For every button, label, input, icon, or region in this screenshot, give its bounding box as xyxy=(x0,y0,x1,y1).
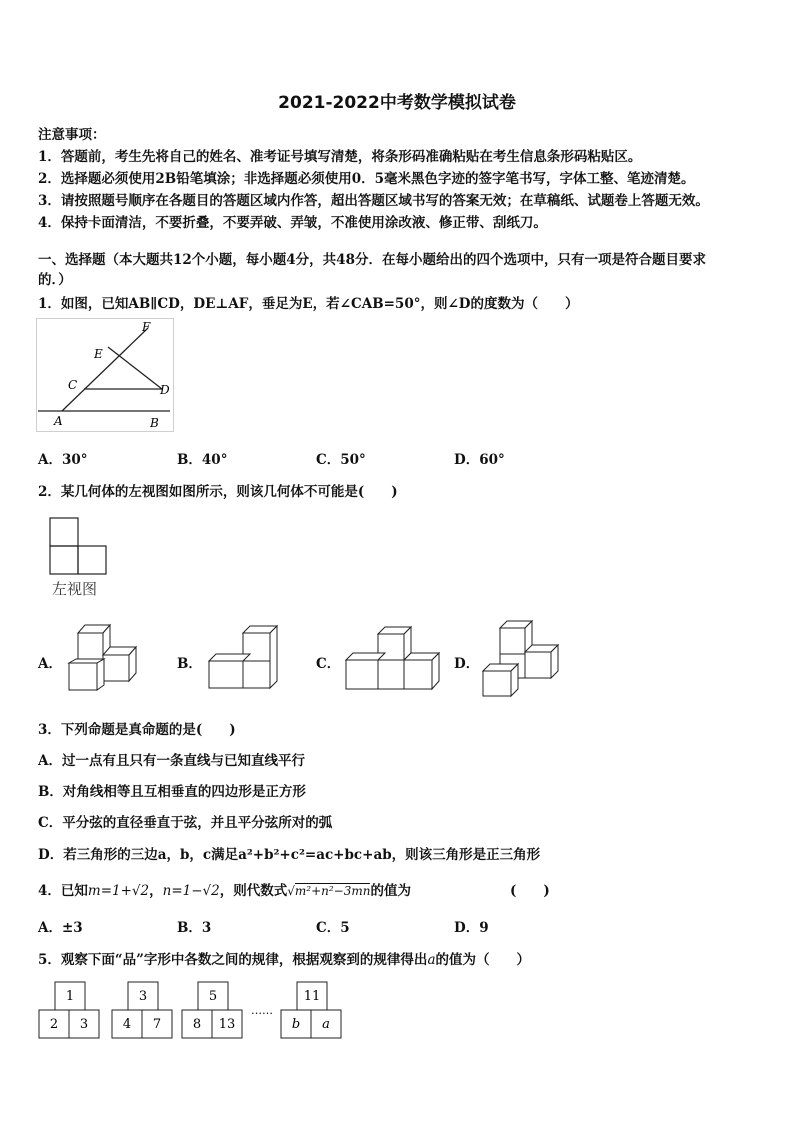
q4-comma: ， xyxy=(149,883,163,899)
q3-option-d[interactable]: D．若三角形的三边a，b，c满足a²+b²+c²=ac+bc+ab，则该三角形是正三角形 xyxy=(38,847,541,863)
q3-option-c[interactable]: C．平分弦的直径垂直于弦，并且平分弦所对的弧 xyxy=(38,815,333,831)
q5-figure-1-left: 2 xyxy=(49,1017,59,1032)
notice-item-2: 2．选择题必须使用2B铅笔填涂；非选择题必须使用0．5毫米黑色字迹的签字笔书写，字体工整、笔迹清楚。 xyxy=(38,171,695,187)
q5-text xyxy=(38,948,530,968)
q3-option-a[interactable]: A．过一点有且只有一条直线与已知直线平行 xyxy=(38,753,305,769)
q5-figure-1-top: 1 xyxy=(65,989,75,1004)
q1-option-a[interactable]: A．30° xyxy=(38,452,88,468)
q5-figure-3-right: 13 xyxy=(218,1017,236,1032)
q2-text: 2．某几何体的左视图如图所示，则该几何体不可能是( ) xyxy=(38,484,398,500)
q4-option-b[interactable]: B．3 xyxy=(177,920,212,936)
q4-option-c[interactable]: C．5 xyxy=(316,920,350,936)
q4-option-a[interactable]: A．±3 xyxy=(38,920,83,936)
q4-n-expression: n=1−√2 xyxy=(162,883,220,899)
q2-option-b-label[interactable]: B． xyxy=(177,656,202,672)
q5-figure-4-left: b xyxy=(291,1017,301,1032)
q1-label-d: D xyxy=(160,383,170,397)
q2-option-d-label[interactable]: D． xyxy=(454,656,480,672)
q2-left-view-caption: 左视图 xyxy=(52,580,98,598)
q4-m-expression: m=1+√2 xyxy=(87,883,150,899)
q1-option-b[interactable]: B．40° xyxy=(177,452,228,468)
q5-figure-2-right: 7 xyxy=(152,1017,162,1032)
q5-figure-2 xyxy=(112,982,172,1038)
notice-item-3: 3．请按照题号顺序在各题目的答题区域内作答，超出答题区域书写的答案无效；在草稿纸、试题卷上答题无效。 xyxy=(38,193,709,209)
q4-line xyxy=(38,879,411,899)
q2-option-c-label[interactable]: C． xyxy=(316,656,341,672)
q5-pin-figures xyxy=(36,980,346,1042)
q5-figure-3-top: 5 xyxy=(208,989,218,1004)
q5-figure-3-left: 8 xyxy=(192,1017,202,1032)
page-title: 2021-2022中考数学模拟试卷 xyxy=(278,93,516,113)
q4-prefix: 4．已知 xyxy=(38,883,88,899)
q5-figure-1 xyxy=(39,982,99,1038)
q4-suffix: 的值为 xyxy=(370,883,411,899)
q5-figure-4 xyxy=(281,982,341,1038)
q5-figure-1-right: 3 xyxy=(79,1017,89,1032)
section-heading-line1: 一、选择题（本大题共12个小题，每小题4分，共48分．在每小题给出的四个选项中，只有一项是符合题目要求 xyxy=(38,252,706,268)
q1-option-c[interactable]: C．50° xyxy=(316,452,366,468)
q1-text: 1．如图，已知AB∥CD，DE⊥AF，垂足为E，若∠CAB=50°，则∠D的度数为（ ） xyxy=(38,296,579,312)
q5-figure-3 xyxy=(182,982,242,1038)
notice-item-4: 4．保持卡面清洁，不要折叠，不要弄破、弄皱，不准使用涂改液、修正带、刮纸刀。 xyxy=(38,215,547,231)
q4-mid-text: ，则代数式 xyxy=(219,883,288,899)
q2-option-d-figure[interactable] xyxy=(480,619,562,699)
q5-figure-4-right: a xyxy=(322,1017,330,1032)
q2-left-view-figure xyxy=(48,516,110,576)
q1-label-b: B xyxy=(150,416,159,430)
q5-ellipsis: …… xyxy=(251,1004,273,1017)
section-heading-line2: 的．） xyxy=(38,272,72,288)
q2-option-a-figure[interactable] xyxy=(66,621,142,693)
q2-option-c-figure[interactable] xyxy=(343,623,443,695)
q2-option-b-figure[interactable] xyxy=(205,623,281,695)
q4-radicand: m²+n²−3mn xyxy=(294,884,371,898)
q1-figure xyxy=(36,318,176,433)
q5-figure-4-top: 11 xyxy=(303,989,321,1004)
notice-item-1: 1．答题前，考生先将自己的姓名、准考证号填写清楚，将条形码准确粘贴在考生信息条形码粘贴区。 xyxy=(38,149,642,165)
q1-option-d[interactable]: D．60° xyxy=(454,452,505,468)
q4-radical: √m²+n²−3mn xyxy=(287,884,371,898)
q1-label-a: A xyxy=(54,414,63,428)
q3-text: 3．下列命题是真命题的是( ) xyxy=(38,722,236,738)
q3-option-b[interactable]: B．对角线相等且互相垂直的四边形是正方形 xyxy=(38,784,306,800)
q5-text-post: 的值为（ ） xyxy=(435,952,530,968)
q5-figure-2-left: 4 xyxy=(122,1017,132,1032)
q5-figure-2-top: 3 xyxy=(138,989,148,1004)
q1-label-c: C xyxy=(68,378,78,392)
q4-answer-paren: ( ) xyxy=(510,883,550,899)
q2-option-a-label[interactable]: A． xyxy=(38,656,62,672)
q4-option-d[interactable]: D．9 xyxy=(454,920,489,936)
q5-text-pre: 5．观察下面“品”字形中各数之间的规律，根据观察到的规律得出 xyxy=(38,952,428,968)
q1-label-e: E xyxy=(94,347,103,361)
q1-label-f: F xyxy=(142,320,151,334)
q5-variable-a: a xyxy=(427,952,436,968)
notice-heading: 注意事项： xyxy=(38,127,106,143)
